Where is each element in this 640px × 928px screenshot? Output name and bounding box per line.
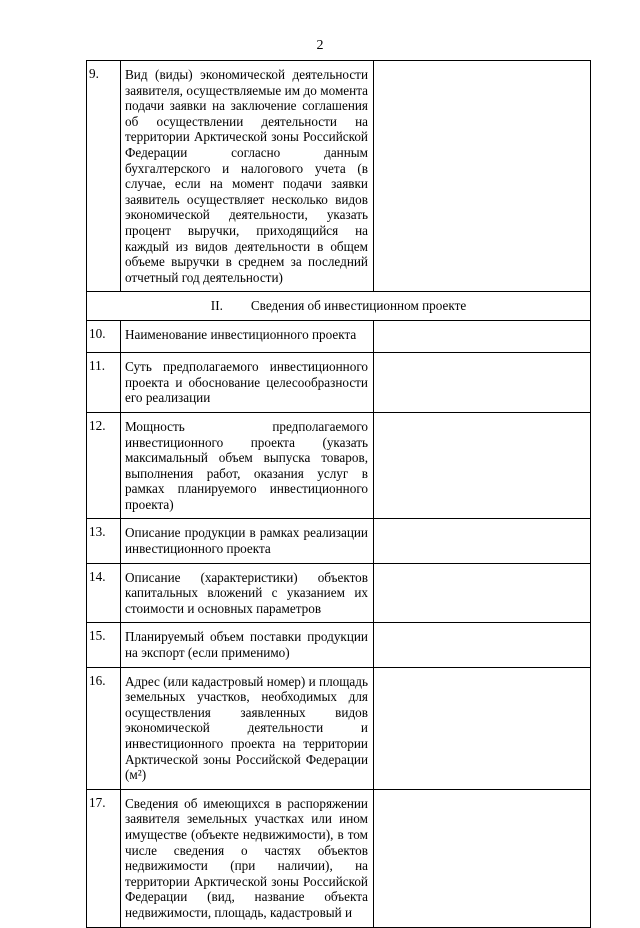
table-row	[87, 667, 591, 789]
row-value-cell[interactable]	[374, 623, 591, 667]
row-value-cell[interactable]	[374, 563, 591, 623]
row-number: 10.	[87, 320, 121, 352]
table-row	[87, 412, 591, 519]
table-row	[87, 61, 591, 292]
table-row	[87, 352, 591, 412]
row-description: Планируемый объем поставки продукции на экспорт (если применимо)	[121, 623, 374, 667]
row-value-cell[interactable]	[374, 667, 591, 789]
table-row	[87, 519, 591, 563]
section-header-row	[87, 292, 591, 321]
row-number: 16.	[87, 667, 121, 789]
section-header	[87, 292, 591, 321]
application-form-table	[86, 60, 591, 928]
table-row	[87, 563, 591, 623]
row-number: 14.	[87, 563, 121, 623]
row-number: 15.	[87, 623, 121, 667]
row-value-cell[interactable]	[374, 789, 591, 927]
row-description: Суть предполагаемого инвестиционного проекта и обоснование целесообразности его реализации	[121, 352, 374, 412]
row-number: 11.	[87, 352, 121, 412]
section-title: Сведения об инвестиционном проекте	[250, 298, 467, 314]
table-row	[87, 623, 591, 667]
row-description: Мощность предполагаемого инвестиционного проекта (указать максимальный объем выпуска товаров, выполнения работ, оказания услуг в рамках планируемого инвестиционного проекта)	[121, 412, 374, 519]
row-description: Описание (характеристики) объектов капитальных вложений с указанием их стоимости и основных параметров	[121, 563, 374, 623]
section-number: II.	[210, 298, 223, 314]
row-description: Описание продукции в рамках реализации инвестиционного проекта	[121, 519, 374, 563]
row-value-cell[interactable]	[374, 320, 591, 352]
row-description: Сведения об имеющихся в распоряжении заявителя земельных участках или ином имуществе (объекте недвижимости), в том числе сведения о частях объектов недвижимости (при наличии), на территории Арктической зоны Российской Федерации (вид, название объекта недвижимости, площадь, кадастровый и	[121, 789, 374, 927]
row-description: Наименование инвестиционного проекта	[121, 320, 374, 352]
row-value-cell[interactable]	[374, 61, 591, 292]
row-number: 13.	[87, 519, 121, 563]
row-value-cell[interactable]	[374, 352, 591, 412]
row-number: 12.	[87, 412, 121, 519]
row-value-cell[interactable]	[374, 412, 591, 519]
table-row	[87, 789, 591, 927]
row-description: Вид (виды) экономической деятельности заявителя, осуществляемые им до момента подачи заявки на заключение соглашения об осуществлении деятельности на территории Арктической зоны Российской Федерации согласно данным бухгалтерского и налогового учета (в случае, если на момент подачи заявки заявитель осуществляет несколько видов экономической деятельности, указать процент выручки, приходящийся на каждый из видов деятельности в общем объеме выручки в среднем за последний отчетный год деятельности)	[121, 61, 374, 292]
page-number: 2	[316, 38, 324, 53]
row-number: 17.	[87, 789, 121, 927]
row-value-cell[interactable]	[374, 519, 591, 563]
row-description: Адрес (или кадастровый номер) и площадь земельных участков, необходимых для осуществления заявленных видов экономической деятельности и инвестиционного проекта на территории Арктической зоны Российской Федерации (м²)	[121, 667, 374, 789]
row-number: 9.	[87, 61, 121, 292]
table-row	[87, 320, 591, 352]
